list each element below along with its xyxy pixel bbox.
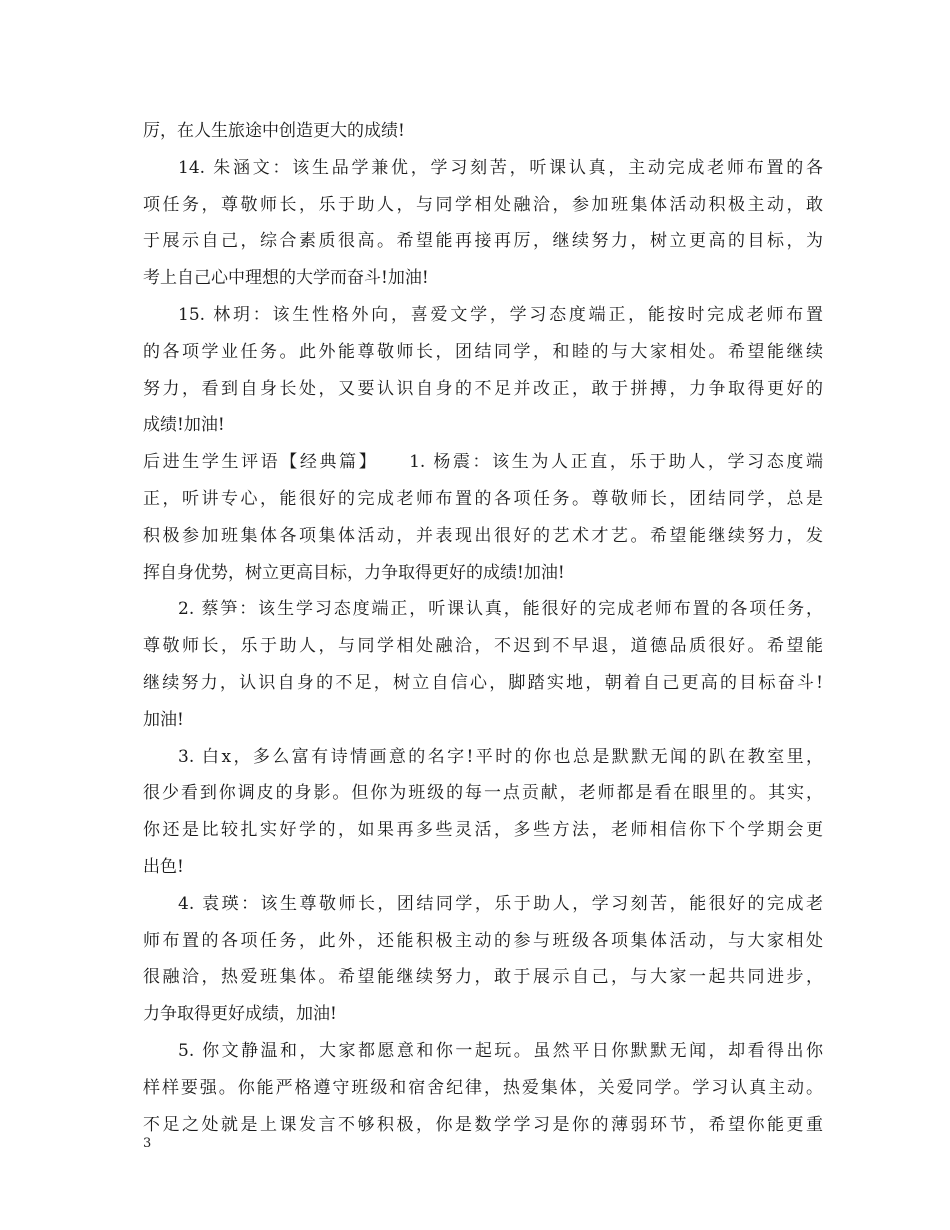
text-line: 积极参加班集体各项集体活动，并表现出很好的艺术才艺。希望能继续努力，发 <box>143 525 823 546</box>
text-line: 尊敬师长，乐于助人，与同学相处融洽，不迟到不早退，道德品质很好。希望能 <box>143 636 823 657</box>
text-line: 项任务，尊敬师长，乐于助人，与同学相处融洽，参加班集体活动积极主动，敢 <box>143 194 823 215</box>
text-line: 样样要强。你能严格遵守班级和宿舍纪律，热爱集体，关爱同学。学习认真主动。 <box>143 1077 823 1098</box>
text-line: 挥自身优势，树立更高目标，力争取得更好的成绩!加油! <box>143 562 565 583</box>
text-line: 你还是比较扎实好学的，如果再多些灵活，多些方法，老师相信你下个学期会更 <box>143 820 823 841</box>
text-line: 努力，看到自身长处，又要认识自身的不足并改正，敢于拼搏，力争取得更好的 <box>143 378 823 399</box>
text-line: 很融洽，热爱班集体。希望能继续努力，敢于展示自己，与大家一起共同进步， <box>143 967 823 988</box>
text-line: 4. 袁瑛：该生尊敬师长，团结同学，乐于助人，学习刻苦，能很好的完成老 <box>178 893 823 914</box>
text-line: 师布置的各项任务，此外，还能积极主动的参与班级各项集体活动，与大家相处 <box>143 930 823 951</box>
text-line: 5. 你文静温和，大家都愿意和你一起玩。虽然平日你默默无闻，却看得出你 <box>178 1040 823 1061</box>
text-line: 正，听讲专心，能很好的完成老师布置的各项任务。尊敬师长，团结同学，总是 <box>143 488 823 509</box>
text-line: 考上自己心中理想的大学而奋斗!加油! <box>143 268 429 289</box>
text-line: 的各项学业任务。此外能尊敬师长，团结同学，和睦的与大家相处。希望能继续 <box>143 341 823 362</box>
text-line: 15. 林玥：该生性格外向，喜爱文学，学习态度端正，能按时完成老师布置 <box>178 304 823 325</box>
document-body <box>143 113 823 1143</box>
text-line: 3. 白x，多么富有诗情画意的名字!平时的你也总是默默无闻的趴在教室里， <box>178 746 823 767</box>
text-line: 加油! <box>143 709 184 730</box>
text-line: 于展示自己，综合素质很高。希望能再接再厉，继续努力，树立更高的目标，为 <box>143 231 823 252</box>
text-line: 出色! <box>143 856 184 877</box>
text-line: 继续努力，认识自身的不足，树立自信心，脚踏实地，朝着自己更高的目标奋斗! <box>143 672 823 693</box>
text-line: 2. 蔡笋：该生学习态度端正，听课认真，能很好的完成老师布置的各项任务， <box>178 599 823 620</box>
text-line: 力争取得更好成绩，加油! <box>143 1004 337 1025</box>
section-heading-line: 后进生学生评语【经典篇】 1. 杨震：该生为人正直，乐于助人，学习态度端 <box>143 452 823 473</box>
page-number: 3 <box>143 1136 152 1151</box>
text-line: 很少看到你调皮的身影。但你为班级的每一点贡献，老师都是看在眼里的。其实， <box>143 783 823 804</box>
text-line: 14. 朱涵文：该生品学兼优，学习刻苦，听课认真，主动完成老师布置的各 <box>178 157 823 178</box>
text-line: 成绩!加油! <box>143 415 225 436</box>
text-line: 厉，在人生旅途中创造更大的成绩! <box>143 121 405 141</box>
text-line: 不足之处就是上课发言不够积极，你是数学学习是你的薄弱环节，希望你能更重 <box>143 1114 823 1135</box>
